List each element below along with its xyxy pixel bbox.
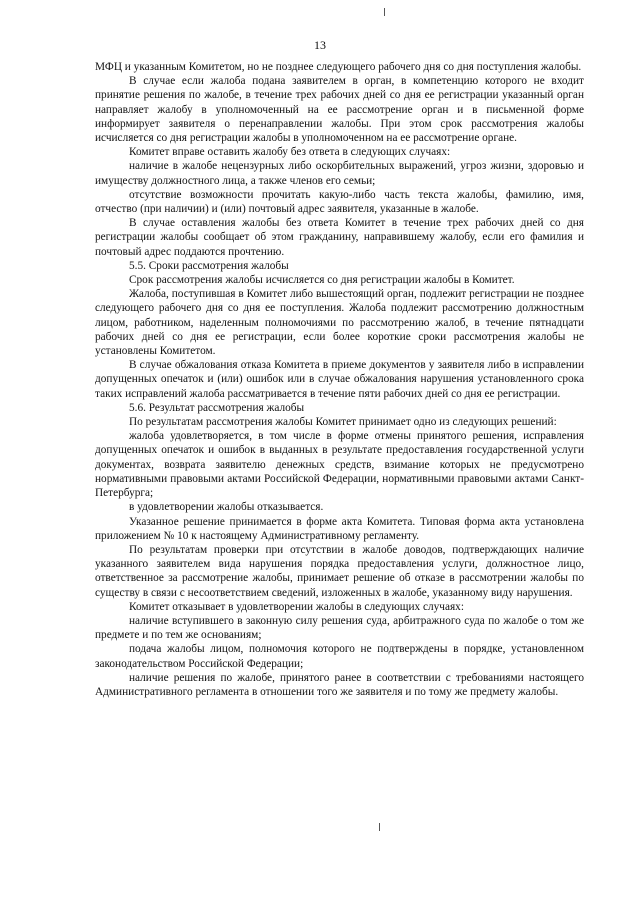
paragraph: В случае если жалоба подана заявителем в орган, в компетенцию которого не входит принятие решения по жалобе, в течение трех рабочих дней со дня ее регистрации указанный орган направляет жалобу в уполномоченный на ее рассмотрение орган и в письменной форме информирует заявителя о перенаправлении жалобы. При этом срок рассмотрения жалобы исчисляется со дня регистрации жалобы в уполномоченном на ее рассмотрение органе. — [95, 75, 584, 145]
scan-speck-top — [384, 8, 385, 16]
paragraph: наличие решения по жалобе, принятого ранее в соответствии с требованиями настоящего Административного регламента в отношении того же заявителя и по тому же предмету жалобы. — [95, 671, 584, 698]
paragraph: отсутствие возможности прочитать какую-либо часть текста жалобы, фамилию, имя, отчество (при наличии) и (или) почтовый адрес заявителя, указанные в жалобе. — [95, 188, 584, 216]
paragraph: Комитет отказывает в удовлетворении жалобы в следующих случаях: — [129, 600, 464, 613]
paragraph: жалоба удовлетворяется, в том числе в форме отмены принятого решения, исправления допущенных опечаток и ошибок в выданных в результате предоставления государственной услуги документах, возврата заявителю денежных средств, взимание которых не предусмотрено нормативными правовыми актами Российской Федерации, нормативными правовыми актами Санкт-Петербурга; — [95, 430, 584, 500]
paragraph: наличие в жалобе нецензурных либо оскорбительных выражений, угроз жизни, здоровью и имуществу должностного лица, а также членов его семьи; — [95, 160, 584, 187]
paragraph: Срок рассмотрения жалобы исчисляется со дня регистрации жалобы в Комитет. — [129, 274, 515, 287]
paragraph: По результатам проверки при отсутствии в жалобе доводов, подтверждающих наличие указанного заявителем вида нарушения порядка предоставления услуги, должностное лицо, ответственное за рассмотрение жалобы, принимает решение об отказе в рассмотрении жалобы по существу в связи с несоответствием сведений, изложенных в жалобе, указанному виду нарушения. — [95, 543, 584, 599]
paragraph: Указанное решение принимается в форме акта Комитета. Типовая форма акта установлена приложением № 10 к настоящему Административному регламенту. — [95, 515, 584, 542]
paragraph: подача жалобы лицом, полномочия которого не подтверждены в порядке, установленном законодательством Российской Федерации; — [95, 643, 584, 670]
section-heading: 5.6. Результат рассмотрения жалобы — [129, 401, 305, 414]
document-body — [95, 60, 584, 699]
scan-speck-bottom — [379, 823, 380, 831]
paragraph: МФЦ и указанным Комитетом, но не позднее следующего рабочего дня со дня поступления жалобы. — [95, 61, 582, 73]
paragraph: наличие вступившего в законную силу решения суда, арбитражного суда по жалобе о том же предмете и по тем же основаниям; — [95, 614, 584, 642]
paragraph: в удовлетворении жалобы отказывается. — [129, 501, 324, 514]
section-heading: 5.5. Сроки рассмотрения жалобы — [129, 259, 289, 272]
paragraph: По результатам рассмотрения жалобы Комитет принимает одно из следующих решений: — [129, 416, 557, 429]
paragraph: Жалоба, поступившая в Комитет либо вышестоящий орган, подлежит регистрации не позднее следующего рабочего дня со дня ее поступления. Жалоба подлежит рассмотрению должностным лицом, работником, наделенным полномочиями по рассмотрению жалоб, в течение пятнадцати рабочих дней со дня ее регистрации, если более короткие сроки рассмотрения жалобы не установлены Комитетом. — [95, 288, 584, 358]
page-number: 13 — [314, 38, 326, 52]
paragraph: В случае обжалования отказа Комитета в приеме документов у заявителя либо в исправлении допущенных опечаток и (или) ошибок или в случае обжалования нарушения установленного срока таких исправлений жалоба рассматривается в течение пяти рабочих дней со дня ее регистрации. — [95, 359, 584, 400]
paragraph: Комитет вправе оставить жалобу без ответа в следующих случаях: — [129, 146, 451, 159]
paragraph: В случае оставления жалобы без ответа Комитет в течение трех рабочих дней со дня регистрации жалобы сообщает об этом гражданину, направившему жалобу, если его фамилия и почтовый адрес поддаются прочтению. — [95, 217, 584, 258]
